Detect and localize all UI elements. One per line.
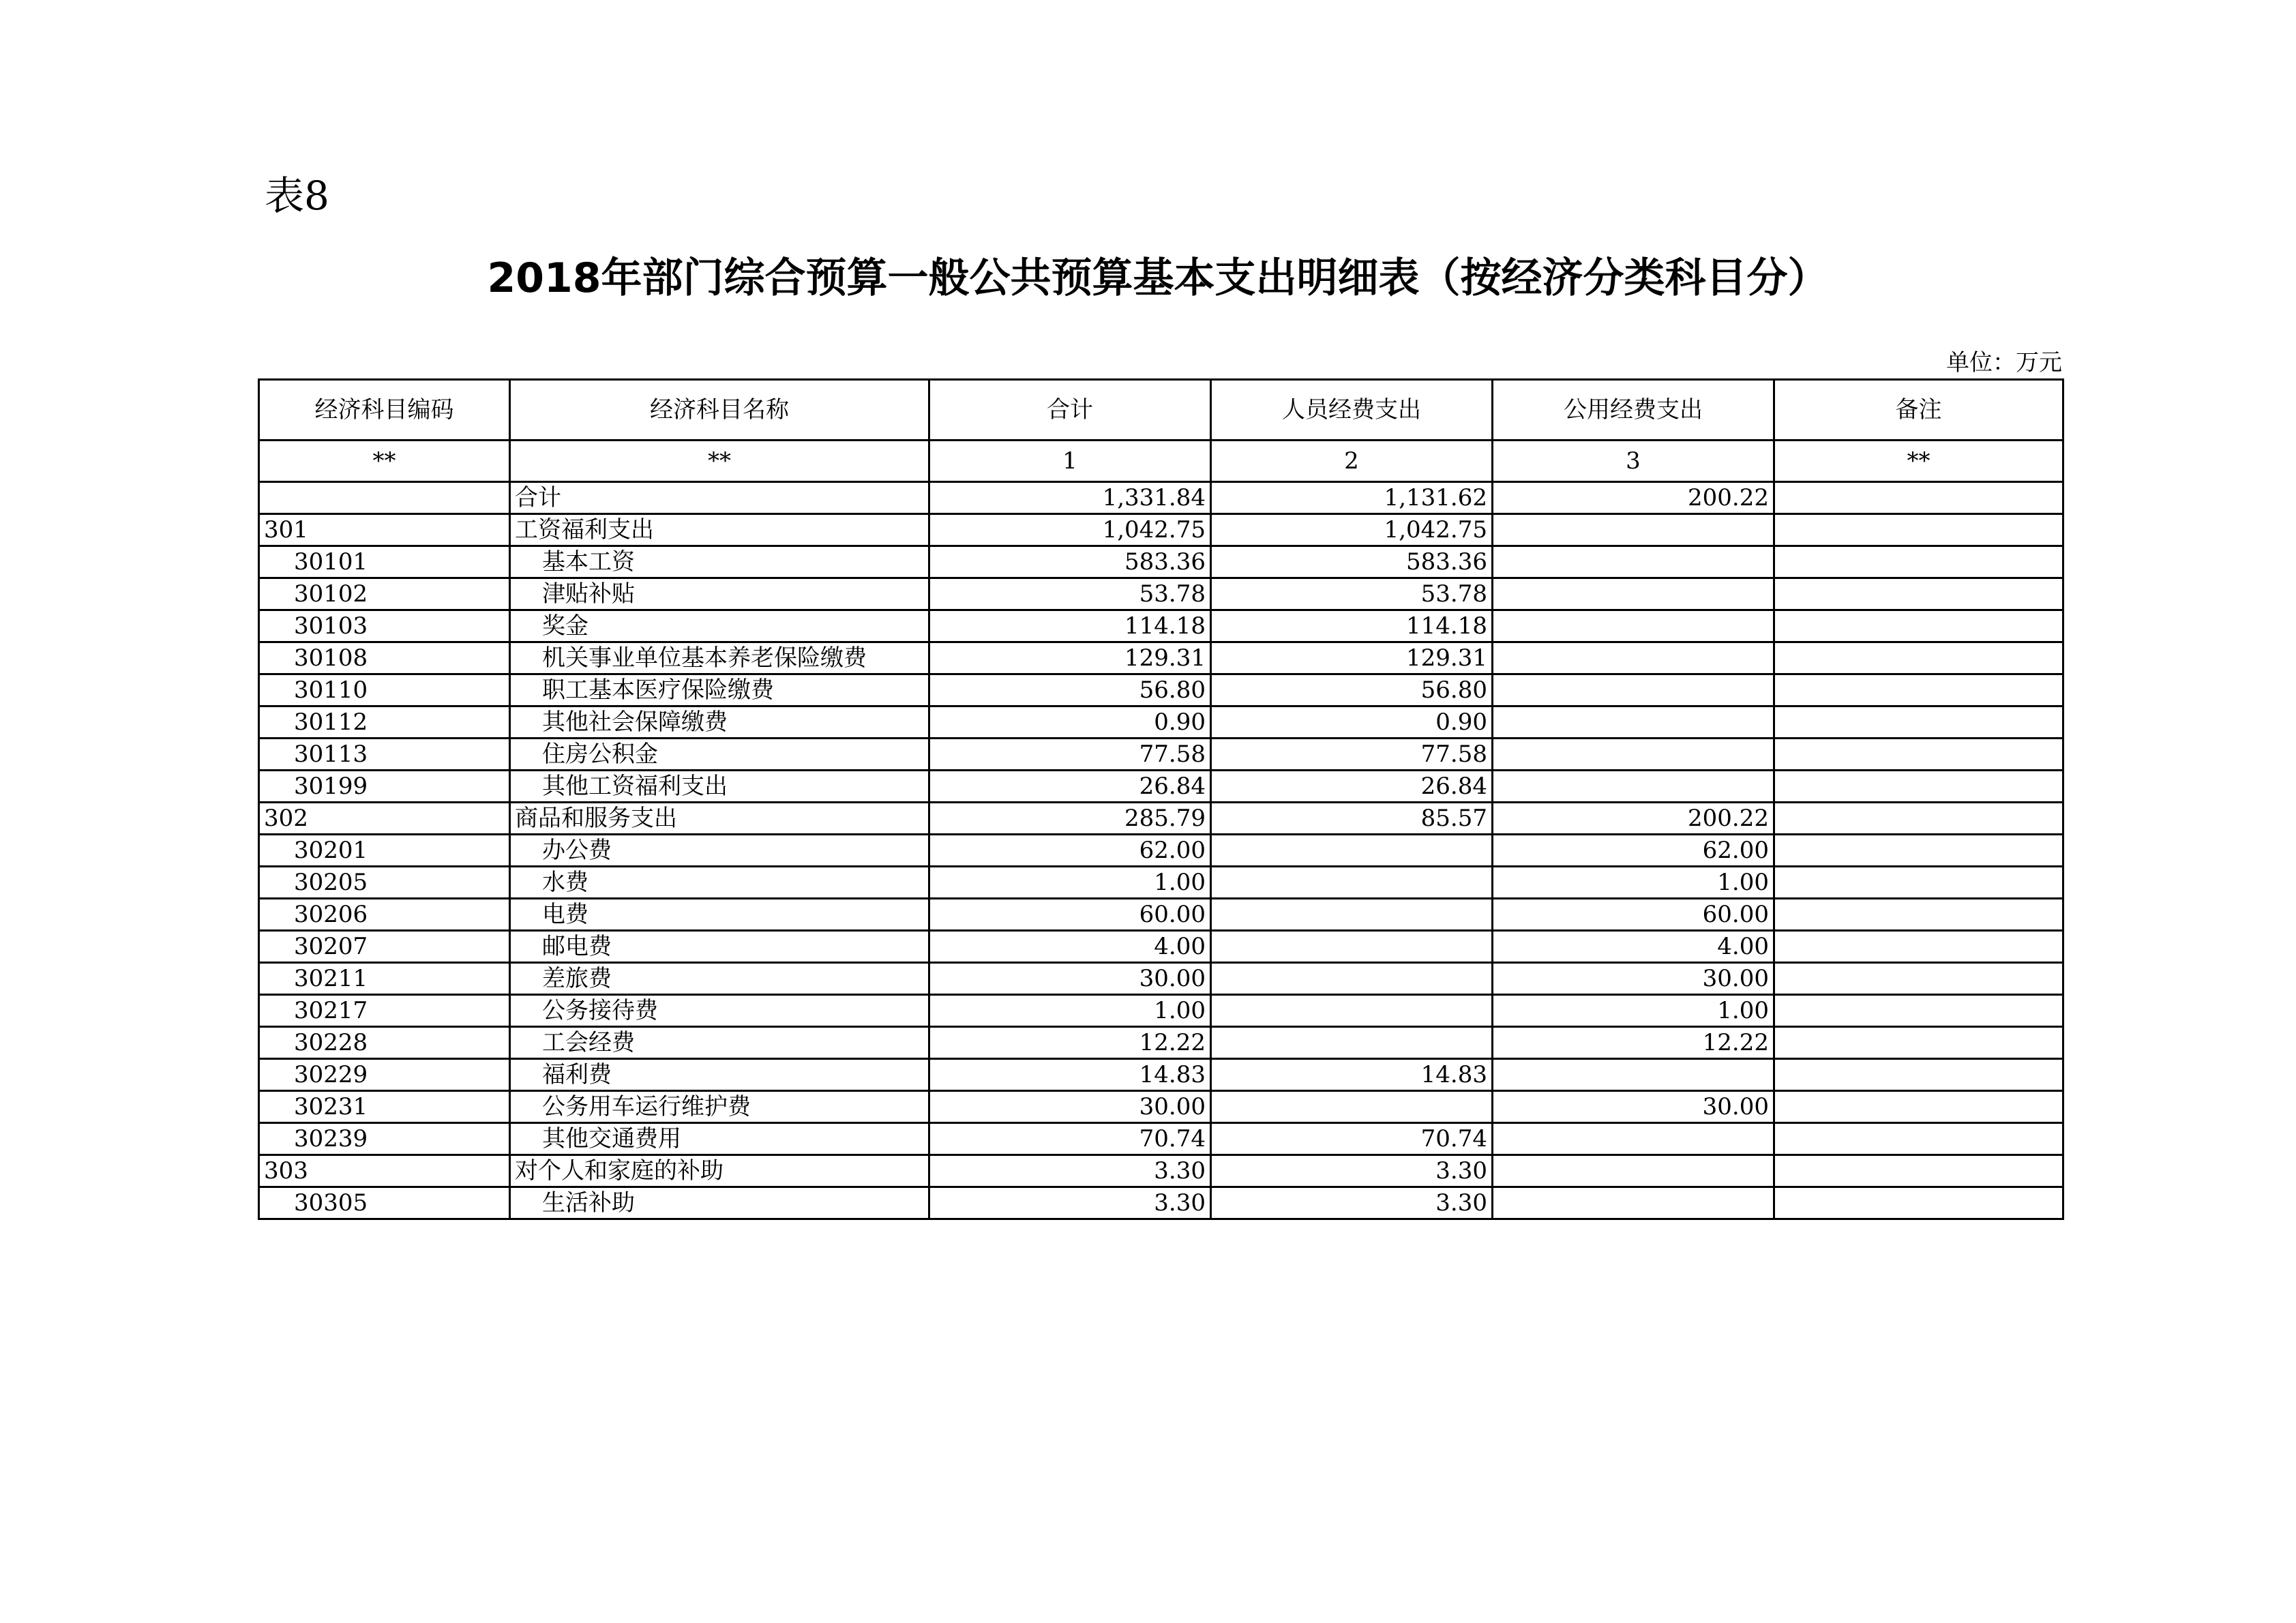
personnel-cell: [1211, 899, 1493, 931]
public-cell: 12.22: [1493, 1027, 1774, 1059]
name-cell: 其他交通费用: [510, 1123, 929, 1155]
total-cell: 56.80: [929, 674, 1211, 706]
table-row: [259, 1155, 2063, 1187]
total-cell: 129.31: [929, 642, 1211, 674]
code-cell: 30110: [259, 674, 510, 706]
code-cell: 302: [259, 803, 510, 835]
index-cell-name: **: [510, 441, 929, 482]
table-body: [259, 482, 2063, 1219]
total-cell: 4.00: [929, 931, 1211, 963]
note-cell: [1774, 835, 2063, 867]
note-cell: [1774, 963, 2063, 995]
note-cell: [1774, 739, 2063, 771]
code-cell: 30101: [259, 546, 510, 578]
public-cell: 200.22: [1493, 482, 1774, 514]
personnel-cell: [1211, 1027, 1493, 1059]
header-row: [259, 380, 2063, 441]
code-cell: 30211: [259, 963, 510, 995]
personnel-cell: 3.30: [1211, 1155, 1493, 1187]
personnel-cell: 3.30: [1211, 1187, 1493, 1219]
code-cell: 30102: [259, 578, 510, 610]
name-cell: 其他工资福利支出: [510, 771, 929, 803]
personnel-cell: 583.36: [1211, 546, 1493, 578]
name-cell: 津贴补贴: [510, 578, 929, 610]
note-cell: [1774, 899, 2063, 931]
name-cell: 电费: [510, 899, 929, 931]
personnel-cell: [1211, 995, 1493, 1027]
table-row: [259, 963, 2063, 995]
table-row: [259, 642, 2063, 674]
code-cell: 30205: [259, 867, 510, 899]
code-cell: 30228: [259, 1027, 510, 1059]
note-cell: [1774, 706, 2063, 739]
public-cell: 60.00: [1493, 899, 1774, 931]
public-cell: [1493, 514, 1774, 546]
total-cell: 77.58: [929, 739, 1211, 771]
public-cell: [1493, 610, 1774, 642]
note-cell: [1774, 1187, 2063, 1219]
note-cell: [1774, 1091, 2063, 1123]
code-cell: 303: [259, 1155, 510, 1187]
index-cell-note: **: [1774, 441, 2063, 482]
personnel-cell: [1211, 867, 1493, 899]
table-row: [259, 867, 2063, 899]
unit-label: 单位：万元: [1946, 349, 2062, 376]
name-cell: 奖金: [510, 610, 929, 642]
code-cell: 301: [259, 514, 510, 546]
code-cell: 30229: [259, 1059, 510, 1091]
total-cell: 3.30: [929, 1155, 1211, 1187]
note-cell: [1774, 642, 2063, 674]
personnel-cell: 1,042.75: [1211, 514, 1493, 546]
table-label: 表8: [265, 173, 329, 219]
table-row: [259, 1059, 2063, 1091]
table-row: [259, 771, 2063, 803]
code-cell: 30201: [259, 835, 510, 867]
public-cell: 30.00: [1493, 963, 1774, 995]
total-cell: 30.00: [929, 1091, 1211, 1123]
total-cell: 1,042.75: [929, 514, 1211, 546]
public-cell: [1493, 1059, 1774, 1091]
column-header-public: 公用经费支出: [1493, 380, 1774, 441]
note-cell: [1774, 1059, 2063, 1091]
total-cell: 1,331.84: [929, 482, 1211, 514]
table-row: [259, 610, 2063, 642]
table-row: [259, 835, 2063, 867]
name-cell: 邮电费: [510, 931, 929, 963]
table-row: [259, 1187, 2063, 1219]
total-cell: 1.00: [929, 995, 1211, 1027]
public-cell: 30.00: [1493, 1091, 1774, 1123]
index-cell-public: 3: [1493, 441, 1774, 482]
total-cell: 583.36: [929, 546, 1211, 578]
name-cell: 办公费: [510, 835, 929, 867]
personnel-cell: 85.57: [1211, 803, 1493, 835]
public-cell: [1493, 739, 1774, 771]
public-cell: [1493, 546, 1774, 578]
public-cell: 1.00: [1493, 995, 1774, 1027]
total-cell: 3.30: [929, 1187, 1211, 1219]
total-cell: 114.18: [929, 610, 1211, 642]
public-cell: [1493, 674, 1774, 706]
code-cell: 30207: [259, 931, 510, 963]
personnel-cell: [1211, 835, 1493, 867]
name-cell: 福利费: [510, 1059, 929, 1091]
column-header-code: 经济科目编码: [259, 380, 510, 441]
personnel-cell: 77.58: [1211, 739, 1493, 771]
public-cell: [1493, 1155, 1774, 1187]
table-row: [259, 482, 2063, 514]
total-cell: 12.22: [929, 1027, 1211, 1059]
name-cell: 职工基本医疗保险缴费: [510, 674, 929, 706]
personnel-cell: [1211, 963, 1493, 995]
table-row: [259, 1091, 2063, 1123]
total-cell: 0.90: [929, 706, 1211, 739]
code-cell: 30239: [259, 1123, 510, 1155]
name-cell: 住房公积金: [510, 739, 929, 771]
index-cell-code: **: [259, 441, 510, 482]
total-cell: 60.00: [929, 899, 1211, 931]
note-cell: [1774, 546, 2063, 578]
note-cell: [1774, 1123, 2063, 1155]
name-cell: 对个人和家庭的补助: [510, 1155, 929, 1187]
total-cell: 70.74: [929, 1123, 1211, 1155]
note-cell: [1774, 1155, 2063, 1187]
personnel-cell: 1,131.62: [1211, 482, 1493, 514]
note-cell: [1774, 610, 2063, 642]
public-cell: 4.00: [1493, 931, 1774, 963]
name-cell: 生活补助: [510, 1187, 929, 1219]
column-header-note: 备注: [1774, 380, 2063, 441]
personnel-cell: 70.74: [1211, 1123, 1493, 1155]
table-row: [259, 739, 2063, 771]
note-cell: [1774, 674, 2063, 706]
table-row: [259, 674, 2063, 706]
name-cell: 公务用车运行维护费: [510, 1091, 929, 1123]
index-cell-total: 1: [929, 441, 1211, 482]
personnel-cell: [1211, 1091, 1493, 1123]
page-title: 2018年部门综合预算一般公共预算基本支出明细表（按经济分类科目分）: [487, 254, 1829, 302]
note-cell: [1774, 578, 2063, 610]
name-cell: 基本工资: [510, 546, 929, 578]
total-cell: 285.79: [929, 803, 1211, 835]
name-cell: 工会经费: [510, 1027, 929, 1059]
note-cell: [1774, 514, 2063, 546]
table-row: [259, 1123, 2063, 1155]
table-row: [259, 899, 2063, 931]
personnel-cell: 0.90: [1211, 706, 1493, 739]
note-cell: [1774, 1027, 2063, 1059]
table-row: [259, 1027, 2063, 1059]
total-cell: 1.00: [929, 867, 1211, 899]
public-cell: 62.00: [1493, 835, 1774, 867]
code-cell: 30231: [259, 1091, 510, 1123]
code-cell: 30217: [259, 995, 510, 1027]
name-cell: 水费: [510, 867, 929, 899]
column-header-total: 合计: [929, 380, 1211, 441]
note-cell: [1774, 931, 2063, 963]
public-cell: [1493, 706, 1774, 739]
code-cell: [259, 482, 510, 514]
personnel-cell: 114.18: [1211, 610, 1493, 642]
table-row: [259, 546, 2063, 578]
public-cell: [1493, 1123, 1774, 1155]
column-header-personnel: 人员经费支出: [1211, 380, 1493, 441]
name-cell: 机关事业单位基本养老保险缴费: [510, 642, 929, 674]
code-cell: 30112: [259, 706, 510, 739]
public-cell: [1493, 642, 1774, 674]
table-row: [259, 995, 2063, 1027]
public-cell: 1.00: [1493, 867, 1774, 899]
personnel-cell: 14.83: [1211, 1059, 1493, 1091]
total-cell: 30.00: [929, 963, 1211, 995]
total-cell: 62.00: [929, 835, 1211, 867]
name-cell: 其他社会保障缴费: [510, 706, 929, 739]
code-cell: 30113: [259, 739, 510, 771]
table-row: [259, 578, 2063, 610]
code-cell: 30305: [259, 1187, 510, 1219]
total-cell: 26.84: [929, 771, 1211, 803]
personnel-cell: 129.31: [1211, 642, 1493, 674]
name-cell: 公务接待费: [510, 995, 929, 1027]
code-cell: 30103: [259, 610, 510, 642]
name-cell: 差旅费: [510, 963, 929, 995]
public-cell: [1493, 1187, 1774, 1219]
personnel-cell: 26.84: [1211, 771, 1493, 803]
budget-table: [258, 378, 2064, 1220]
code-cell: 30108: [259, 642, 510, 674]
index-row: [259, 441, 2063, 482]
table-row: [259, 931, 2063, 963]
total-cell: 53.78: [929, 578, 1211, 610]
table-row: [259, 803, 2063, 835]
column-header-name: 经济科目名称: [510, 380, 929, 441]
name-cell: 商品和服务支出: [510, 803, 929, 835]
note-cell: [1774, 995, 2063, 1027]
personnel-cell: [1211, 931, 1493, 963]
note-cell: [1774, 867, 2063, 899]
public-cell: [1493, 771, 1774, 803]
personnel-cell: 56.80: [1211, 674, 1493, 706]
code-cell: 30199: [259, 771, 510, 803]
public-cell: [1493, 578, 1774, 610]
public-cell: 200.22: [1493, 803, 1774, 835]
note-cell: [1774, 482, 2063, 514]
personnel-cell: 53.78: [1211, 578, 1493, 610]
index-cell-personnel: 2: [1211, 441, 1493, 482]
note-cell: [1774, 771, 2063, 803]
name-cell: 合计: [510, 482, 929, 514]
table-row: [259, 514, 2063, 546]
total-cell: 14.83: [929, 1059, 1211, 1091]
code-cell: 30206: [259, 899, 510, 931]
note-cell: [1774, 803, 2063, 835]
name-cell: 工资福利支出: [510, 514, 929, 546]
table-row: [259, 706, 2063, 739]
